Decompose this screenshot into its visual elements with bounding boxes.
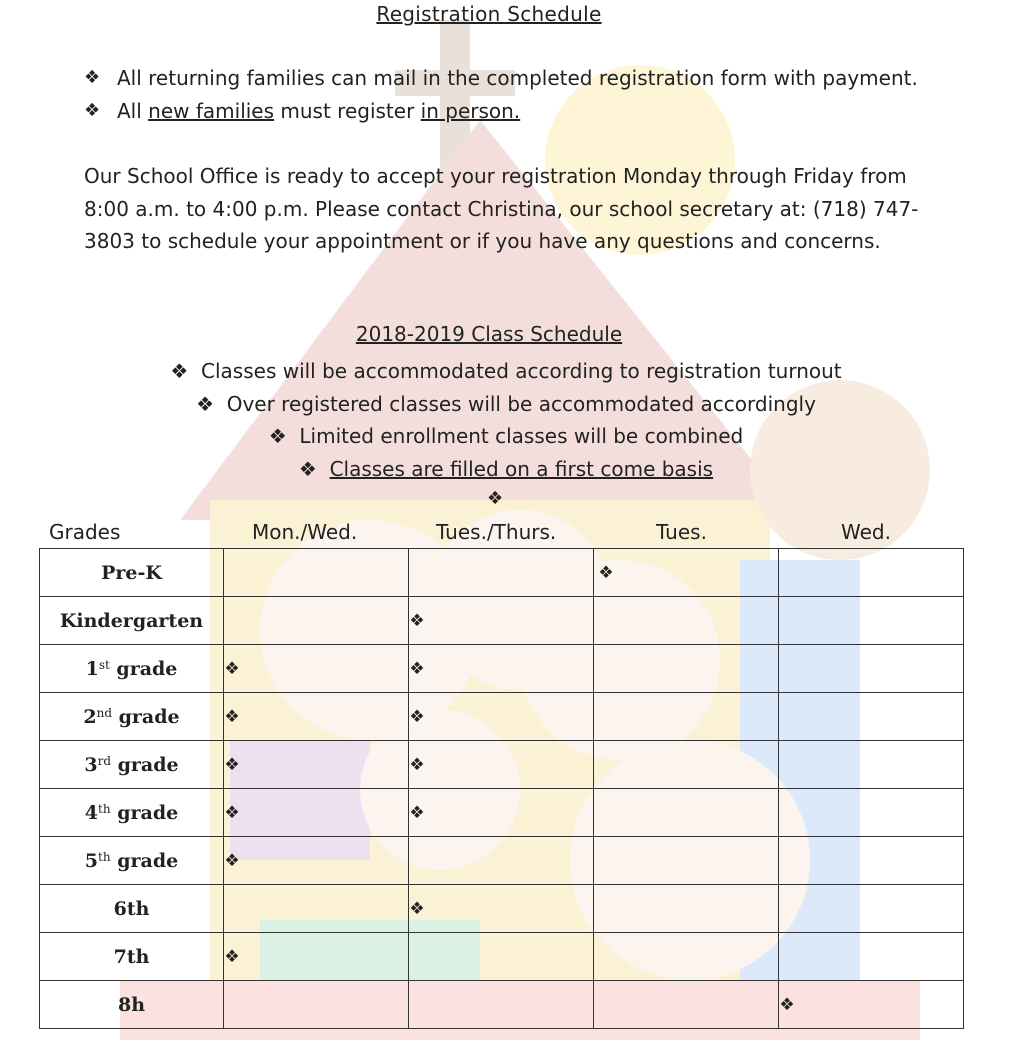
schedule-cell-tues-thurs xyxy=(409,885,594,933)
column-header-wed: Wed. xyxy=(841,520,891,544)
diamond-mark-icon: ❖ xyxy=(409,610,425,631)
diamond-mark-icon: ❖ xyxy=(224,850,240,871)
schedule-cell-tues xyxy=(594,837,779,885)
grade-cell: Kindergarten xyxy=(40,597,224,645)
schedule-cell-tues xyxy=(594,597,779,645)
column-header-tues-thurs: Tues./Thurs. xyxy=(436,520,557,544)
schedule-cell-mon-wed xyxy=(224,693,409,741)
table-row xyxy=(40,885,964,933)
grade-cell: 5th grade xyxy=(40,837,224,885)
grade-cell: 3rd grade xyxy=(40,741,224,789)
schedule-cell-wed xyxy=(779,597,964,645)
schedule-cell-wed xyxy=(779,885,964,933)
schedule-cell-wed xyxy=(779,645,964,693)
schedule-cell-tues xyxy=(594,885,779,933)
class-schedule-table-body xyxy=(40,549,964,1029)
grade-cell: Pre-K xyxy=(40,549,224,597)
diamond-mark-icon: ❖ xyxy=(224,706,240,727)
table-row xyxy=(40,789,964,837)
diamond-mark-icon: ❖ xyxy=(409,802,425,823)
class-bullet: ❖ Classes are filled on a first come basis xyxy=(298,456,714,481)
schedule-cell-tues xyxy=(594,789,779,837)
bullet-new-families xyxy=(84,95,944,128)
diamond-mark-icon: ❖ xyxy=(779,994,795,1015)
class-bullet: ❖ Classes will be accommodated according to registration turnout xyxy=(170,359,842,383)
registration-bullets xyxy=(84,62,944,127)
diamond-bullet-icon: ❖ xyxy=(268,424,287,448)
grade-cell: 7th xyxy=(40,933,224,981)
table-row xyxy=(40,741,964,789)
column-header-grades: Grades xyxy=(49,520,121,544)
office-hours-paragraph: Our School Office is ready to accept your registration Monday through Friday from 8:00 a.m. to 4:00 p.m. Please contact Christina, our school secretary at: (718) 747-3803 to schedule your appointment or if you have any questions and concerns. xyxy=(84,164,919,253)
schedule-cell-tues xyxy=(594,693,779,741)
schedule-cell-tues xyxy=(594,933,779,981)
table-row xyxy=(40,549,964,597)
class-bullet: ❖ Over registered classes will be accommodated accordingly xyxy=(196,391,816,416)
schedule-cell-mon-wed xyxy=(224,741,409,789)
grade-cell: 1st grade xyxy=(40,645,224,693)
schedule-cell-tues-thurs xyxy=(409,933,594,981)
bullet-text: All new families must register in person. xyxy=(117,98,521,123)
schedule-cell-mon-wed xyxy=(224,645,409,693)
diamond-mark-icon: ❖ xyxy=(224,802,240,823)
schedule-cell-mon-wed xyxy=(224,597,409,645)
table-row xyxy=(40,837,964,885)
diamond-bullet-icon: ❖ xyxy=(298,456,317,481)
schedule-cell-tues xyxy=(594,741,779,789)
schedule-cell-wed xyxy=(779,789,964,837)
grade-cell: 6th xyxy=(40,885,224,933)
schedule-cell-wed xyxy=(779,933,964,981)
schedule-cell-tues xyxy=(594,981,779,1029)
grade-cell: 2nd grade xyxy=(40,693,224,741)
schedule-cell-mon-wed xyxy=(224,933,409,981)
table-row xyxy=(40,981,964,1029)
schedule-cell-wed xyxy=(779,741,964,789)
schedule-cell-tues-thurs xyxy=(409,981,594,1029)
diamond-mark-icon: ❖ xyxy=(224,754,240,775)
schedule-cell-mon-wed xyxy=(224,885,409,933)
diamond-mark-icon: ❖ xyxy=(409,658,425,679)
schedule-cell-wed xyxy=(779,837,964,885)
table-row xyxy=(40,597,964,645)
diamond-mark-icon: ❖ xyxy=(598,562,614,583)
schedule-cell-wed xyxy=(779,981,964,1029)
table-row xyxy=(40,933,964,981)
class-schedule-bullets xyxy=(0,355,1012,485)
class-bullet: ❖ Limited enrollment classes will be combined xyxy=(268,424,744,448)
schedule-cell-tues-thurs xyxy=(409,693,594,741)
diamond-mark-icon: ❖ xyxy=(224,658,240,679)
schedule-cell-tues-thurs xyxy=(409,741,594,789)
column-header-tues: Tues. xyxy=(656,520,707,544)
page-title: Registration Schedule xyxy=(376,2,602,26)
schedule-cell-mon-wed xyxy=(224,549,409,597)
column-header-mon-wed: Mon./Wed. xyxy=(252,520,358,544)
diamond-bullet-icon: ❖ xyxy=(84,99,101,121)
class-schedule-table xyxy=(39,548,964,1029)
diamond-mark-icon: ❖ xyxy=(224,946,240,967)
table-row xyxy=(40,693,964,741)
schedule-cell-tues-thurs xyxy=(409,645,594,693)
schedule-cell-tues xyxy=(594,645,779,693)
diamond-mark-icon: ❖ xyxy=(409,754,425,775)
schedule-cell-mon-wed xyxy=(224,981,409,1029)
schedule-cell-wed xyxy=(779,549,964,597)
diamond-mark-icon: ❖ xyxy=(409,706,425,727)
diamond-bullet-icon: ❖ xyxy=(170,359,189,383)
schedule-cell-mon-wed xyxy=(224,837,409,885)
schedule-cell-mon-wed xyxy=(224,789,409,837)
table-row xyxy=(40,645,964,693)
grade-cell: 4th grade xyxy=(40,789,224,837)
bullet-text: All returning families can mail in the completed registration form with payment. xyxy=(117,66,918,90)
diamond-bullet-icon: ❖ xyxy=(84,67,101,88)
diamond-bullet-icon: ❖ xyxy=(487,488,504,509)
diamond-mark-icon: ❖ xyxy=(409,898,425,919)
schedule-cell-tues-thurs xyxy=(409,597,594,645)
schedule-cell-tues-thurs xyxy=(409,789,594,837)
diamond-bullet-icon: ❖ xyxy=(196,391,214,416)
schedule-cell-tues-thurs xyxy=(409,549,594,597)
class-schedule-title: 2018-2019 Class Schedule xyxy=(355,322,623,346)
schedule-cell-tues xyxy=(594,549,779,597)
bullet-returning-families xyxy=(84,62,944,95)
schedule-cell-wed xyxy=(779,693,964,741)
grade-cell: 8h xyxy=(40,981,224,1029)
schedule-cell-tues-thurs xyxy=(409,837,594,885)
